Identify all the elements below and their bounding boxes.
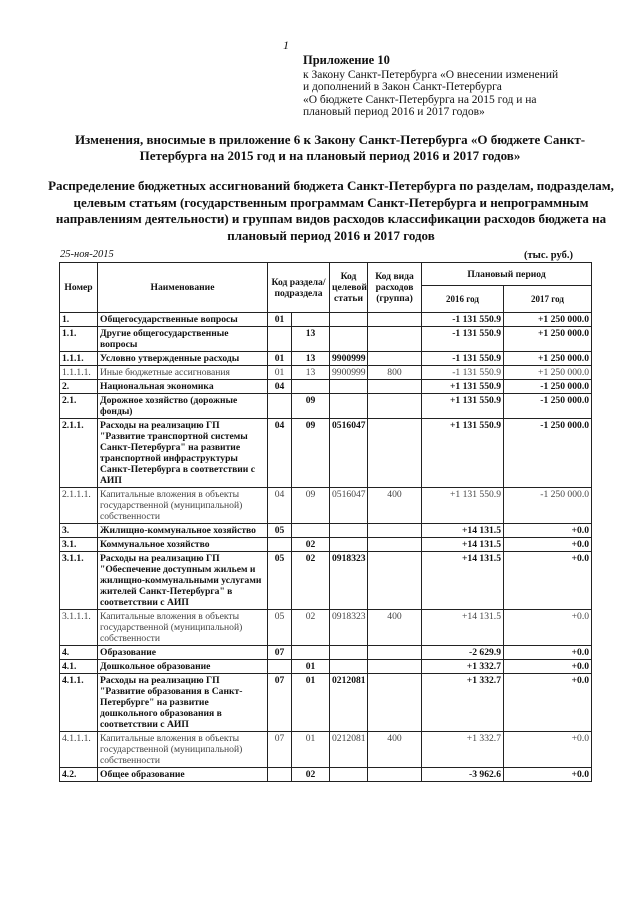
table-row (60, 313, 592, 327)
cell-number: 1. (60, 313, 98, 327)
annex-line: «О бюджете Санкт-Петербурга на 2015 год и на (303, 93, 537, 106)
cell-name: Дошкольное образование (98, 660, 268, 674)
header-planned-period: Плановый период (422, 263, 592, 286)
cell-section (268, 768, 292, 782)
cell-subsection: 13 (292, 352, 330, 366)
cell-2017: +1 250 000.0 (504, 366, 592, 380)
cell-kind (368, 419, 422, 488)
cell-section: 05 (268, 610, 292, 646)
table-row (60, 366, 592, 380)
cell-number: 3.1.1. (60, 552, 98, 610)
cell-2016: +1 131 550.9 (422, 394, 504, 419)
cell-name: Жилищно-коммунальное хозяйство (98, 524, 268, 538)
cell-2017: +0.0 (504, 610, 592, 646)
cell-2016: +1 332.7 (422, 732, 504, 768)
cell-name: Иные бюджетные ассигнования (98, 366, 268, 380)
cell-2017: -1 250 000.0 (504, 380, 592, 394)
cell-number: 2.1.1. (60, 419, 98, 488)
cell-subsection: 01 (292, 674, 330, 732)
cell-subsection (292, 313, 330, 327)
header-section: Код раздела/ подраздела (268, 263, 330, 313)
cell-2017: +1 250 000.0 (504, 352, 592, 366)
cell-name: Расходы на реализацию ГП "Обеспечение доступным жильем и жилищно-коммунальными услугами жителей Санкт-Петербурга" в соответствии с АИП (98, 552, 268, 610)
cell-kind (368, 646, 422, 660)
cell-name: Расходы на реализацию ГП "Развитие транспортной системы Санкт-Петербурга" на развитие транспортной инфраструктуры Санкт-Петербурга в соответствии с АИП (98, 419, 268, 488)
cell-subsection (292, 524, 330, 538)
cell-section (268, 327, 292, 352)
cell-kind (368, 380, 422, 394)
cell-kind (368, 313, 422, 327)
cell-target: 9900999 (330, 366, 368, 380)
cell-target: 0918323 (330, 610, 368, 646)
cell-name: Другие общегосударственные вопросы (98, 327, 268, 352)
cell-number: 4.1.1. (60, 674, 98, 732)
table-row (60, 419, 592, 488)
cell-subsection: 09 (292, 488, 330, 524)
table-row (60, 327, 592, 352)
cell-number: 3.1.1.1. (60, 610, 98, 646)
cell-name: Условно утвержденные расходы (98, 352, 268, 366)
cell-target (330, 313, 368, 327)
cell-2016: -1 131 550.9 (422, 352, 504, 366)
cell-2016: +14 131.5 (422, 552, 504, 610)
cell-number: 3.1. (60, 538, 98, 552)
cell-target (330, 327, 368, 352)
cell-name: Коммунальное хозяйство (98, 538, 268, 552)
cell-subsection: 01 (292, 732, 330, 768)
header-name: Наименование (98, 263, 268, 313)
cell-kind: 400 (368, 610, 422, 646)
cell-number: 4.2. (60, 768, 98, 782)
cell-2017: +0.0 (504, 524, 592, 538)
cell-number: 1.1.1. (60, 352, 98, 366)
cell-subsection: 13 (292, 366, 330, 380)
header-2017: 2017 год (504, 286, 592, 313)
cell-name: Национальная экономика (98, 380, 268, 394)
table-title: Распределение бюджетных ассигнований бюджета Санкт-Петербурга по разделам, подразделам, целевым статьям (государственным программам Санкт-Петербурга и непрограммным направлениям деятельности) и группам видов расходов классификации расходов бюджета на плановый период 2016 и 2017 годов (48, 178, 614, 243)
cell-kind (368, 394, 422, 419)
cell-2016: +1 131 550.9 (422, 488, 504, 524)
cell-name: Дорожное хозяйство (дорожные фонды) (98, 394, 268, 419)
cell-subsection: 01 (292, 660, 330, 674)
cell-2017: +1 250 000.0 (504, 327, 592, 352)
cell-2017: -1 250 000.0 (504, 394, 592, 419)
cell-kind: 400 (368, 488, 422, 524)
annex-line: и дополнений в Закон Санкт-Петербурга (303, 81, 502, 93)
cell-2016: -1 131 550.9 (422, 313, 504, 327)
cell-number: 2. (60, 380, 98, 394)
table-row (60, 488, 592, 524)
cell-2016: +1 131 550.9 (422, 419, 504, 488)
cell-2016: +14 131.5 (422, 524, 504, 538)
cell-target (330, 660, 368, 674)
cell-number: 1.1. (60, 327, 98, 352)
cell-kind (368, 352, 422, 366)
cell-name: Общее образование (98, 768, 268, 782)
cell-section: 04 (268, 488, 292, 524)
cell-target: 0516047 (330, 419, 368, 488)
cell-kind (368, 552, 422, 610)
cell-kind (368, 660, 422, 674)
cell-kind (368, 674, 422, 732)
cell-2016: -1 131 550.9 (422, 366, 504, 380)
page-number: 1 (283, 38, 289, 52)
units-label: (тыс. руб.) (524, 250, 573, 261)
cell-number: 4.1. (60, 660, 98, 674)
table-row (60, 552, 592, 610)
table-row (60, 394, 592, 419)
cell-target (330, 524, 368, 538)
cell-section: 07 (268, 646, 292, 660)
cell-target (330, 646, 368, 660)
cell-target (330, 394, 368, 419)
cell-subsection: 02 (292, 768, 330, 782)
cell-section: 01 (268, 352, 292, 366)
table-row (60, 732, 592, 768)
cell-name: Общегосударственные вопросы (98, 313, 268, 327)
cell-section: 01 (268, 313, 292, 327)
cell-kind: 800 (368, 366, 422, 380)
cell-section: 04 (268, 419, 292, 488)
cell-subsection: 09 (292, 419, 330, 488)
document-date: 25-ноя-2015 (60, 249, 114, 260)
table-row (60, 768, 592, 782)
cell-2017: +0.0 (504, 646, 592, 660)
cell-number: 2.1.1.1. (60, 488, 98, 524)
cell-kind (368, 524, 422, 538)
cell-target: 0516047 (330, 488, 368, 524)
cell-section: 04 (268, 380, 292, 394)
cell-kind (368, 327, 422, 352)
cell-subsection: 02 (292, 538, 330, 552)
cell-subsection: 02 (292, 610, 330, 646)
table-row (60, 646, 592, 660)
cell-2017: +1 250 000.0 (504, 313, 592, 327)
cell-section: 01 (268, 366, 292, 380)
cell-section: 05 (268, 524, 292, 538)
table-row (60, 380, 592, 394)
header-kind: Код вида расходов (группа) (368, 263, 422, 313)
cell-2016: +1 131 550.9 (422, 380, 504, 394)
cell-2017: +0.0 (504, 552, 592, 610)
cell-2016: +14 131.5 (422, 538, 504, 552)
cell-name: Капитальные вложения в объекты государственной (муниципальной) собственности (98, 610, 268, 646)
cell-2016: +1 332.7 (422, 660, 504, 674)
cell-kind (368, 768, 422, 782)
cell-number: 4.1.1.1. (60, 732, 98, 768)
cell-number: 4. (60, 646, 98, 660)
cell-2016: +14 131.5 (422, 610, 504, 646)
cell-2017: +0.0 (504, 660, 592, 674)
cell-target: 0212081 (330, 674, 368, 732)
cell-2016: -2 629.9 (422, 646, 504, 660)
cell-2017: +0.0 (504, 768, 592, 782)
cell-target: 0918323 (330, 552, 368, 610)
cell-section (268, 394, 292, 419)
cell-2017: +0.0 (504, 538, 592, 552)
cell-name: Образование (98, 646, 268, 660)
annex-header (303, 54, 603, 119)
cell-2017: -1 250 000.0 (504, 419, 592, 488)
cell-section (268, 538, 292, 552)
table-row (60, 524, 592, 538)
table-row (60, 660, 592, 674)
cell-section (268, 660, 292, 674)
cell-subsection: 09 (292, 394, 330, 419)
table-row (60, 674, 592, 732)
cell-section: 07 (268, 732, 292, 768)
cell-subsection: 13 (292, 327, 330, 352)
table-row (60, 352, 592, 366)
document-title: Изменения, вносимые в приложение 6 к Закону Санкт-Петербурга «О бюджете Санкт-Петербурга на 2015 год и на плановый период 2016 и 2017 годов» (74, 132, 586, 163)
annex-line: плановый период 2016 и 2017 годов» (303, 106, 485, 118)
cell-kind (368, 538, 422, 552)
cell-number: 1.1.1.1. (60, 366, 98, 380)
cell-2017: -1 250 000.0 (504, 488, 592, 524)
cell-2017: +0.0 (504, 732, 592, 768)
cell-2016: +1 332.7 (422, 674, 504, 732)
cell-section: 07 (268, 674, 292, 732)
cell-name: Капитальные вложения в объекты государственной (муниципальной) собственности (98, 732, 268, 768)
cell-target: 0212081 (330, 732, 368, 768)
table-body (60, 313, 592, 782)
cell-section: 05 (268, 552, 292, 610)
cell-2016: -3 962.6 (422, 768, 504, 782)
header-2016: 2016 год (422, 286, 504, 313)
cell-number: 2.1. (60, 394, 98, 419)
cell-2016: -1 131 550.9 (422, 327, 504, 352)
table-row (60, 538, 592, 552)
header-target: Код целевой статьи (330, 263, 368, 313)
cell-name: Капитальные вложения в объекты государственной (муниципальной) собственности (98, 488, 268, 524)
cell-name: Расходы на реализацию ГП "Развитие образования в Санкт-Петербурге" на развитие дошкольного образования в соответствии с АИП (98, 674, 268, 732)
cell-target: 9900999 (330, 352, 368, 366)
cell-target (330, 538, 368, 552)
budget-table (59, 262, 592, 782)
table-row (60, 610, 592, 646)
cell-target (330, 380, 368, 394)
annex-title: Приложение 10 (303, 53, 390, 67)
cell-subsection (292, 646, 330, 660)
cell-number: 3. (60, 524, 98, 538)
cell-subsection: 02 (292, 552, 330, 610)
cell-kind: 400 (368, 732, 422, 768)
header-number: Номер (60, 263, 98, 313)
annex-line: к Закону Санкт-Петербурга «О внесении изменений (303, 68, 559, 81)
cell-2017: +0.0 (504, 674, 592, 732)
cell-target (330, 768, 368, 782)
cell-subsection (292, 380, 330, 394)
